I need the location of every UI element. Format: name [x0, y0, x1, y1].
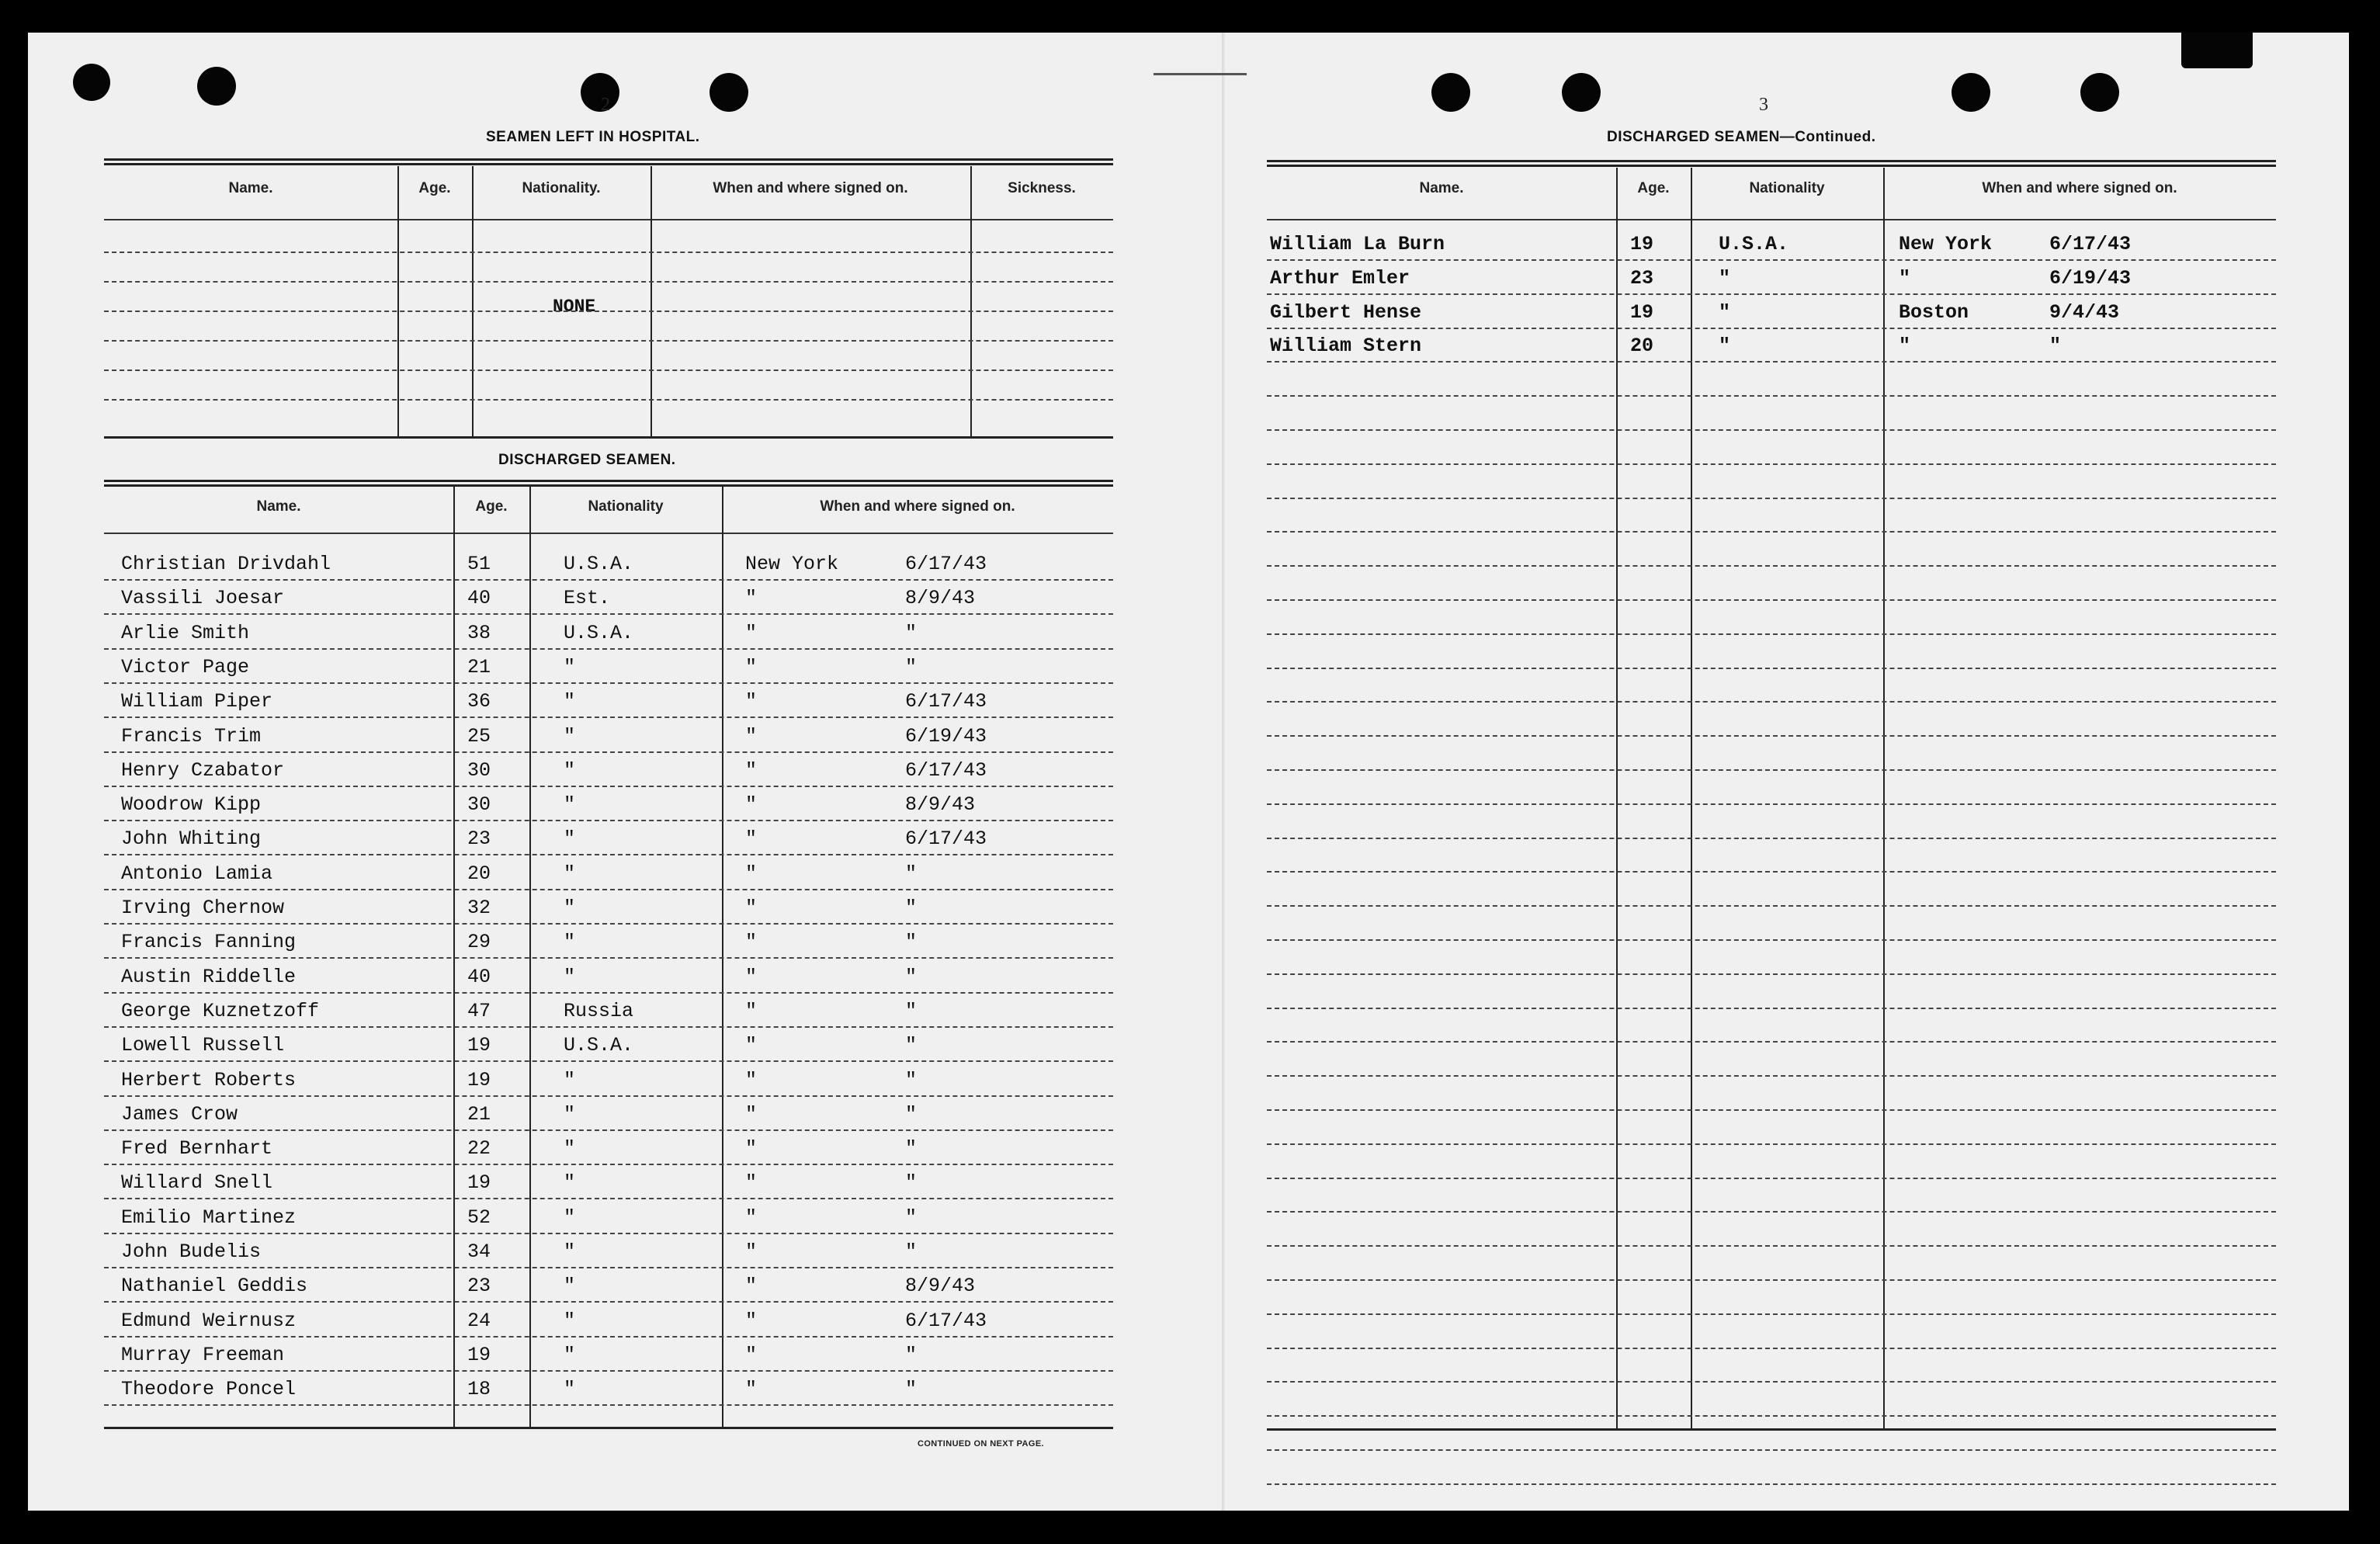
signed-on-date: " — [2049, 335, 2062, 358]
seaman-name: Willard Snell — [121, 1171, 273, 1195]
discharged-row-line — [104, 716, 1113, 718]
signed-on-place: " — [745, 758, 758, 782]
seaman-nationality: " — [1719, 300, 1731, 324]
signed-on-date: 8/9/43 — [905, 587, 976, 610]
signed-on-place: " — [1899, 335, 1911, 358]
right-row-line — [1267, 905, 2276, 907]
discharged-row-line — [104, 1129, 1113, 1131]
hospital-row-line — [104, 340, 1113, 342]
seaman-age: 40 — [467, 587, 491, 610]
discharged-row-line — [104, 751, 1113, 753]
right-row-line — [1267, 1075, 2276, 1077]
discharged-row-line — [104, 579, 1113, 581]
discharged-table-top-rule — [104, 480, 1113, 487]
seaman-age: 32 — [467, 897, 491, 919]
seaman-age: 52 — [467, 1206, 491, 1229]
discharged-column-divider — [453, 486, 455, 1427]
signed-on-date: " — [905, 655, 918, 678]
signed-on-date: 9/4/43 — [2049, 300, 2120, 324]
right-row-line — [1267, 838, 2276, 839]
right-row-line — [1267, 498, 2276, 499]
signed-on-date: " — [905, 931, 918, 954]
seaman-name: Arthur Emler — [1270, 266, 1410, 290]
right-row-line — [1267, 701, 2276, 703]
right-row-line — [1267, 1348, 2276, 1349]
signed-on-date: " — [905, 621, 918, 644]
discharged-header-rule — [104, 533, 1113, 534]
signed-on-place: " — [745, 862, 758, 885]
seaman-name: Henry Czabator — [121, 758, 285, 782]
discharged-row-line — [104, 923, 1113, 925]
hospital-column-header: Nationality. — [522, 180, 601, 196]
right-row-line — [1267, 1279, 2276, 1281]
right-row-line — [1267, 328, 2276, 329]
seaman-age: 19 — [467, 1034, 491, 1057]
seaman-age: 38 — [467, 621, 491, 644]
right-row-line — [1267, 1245, 2276, 1247]
binder-hole — [709, 73, 748, 112]
discharged-row-line — [104, 1233, 1113, 1234]
signed-on-place: " — [745, 828, 758, 851]
right-row-line — [1267, 1008, 2276, 1009]
signed-on-place: " — [745, 724, 758, 748]
seaman-age: 19 — [1630, 233, 1654, 255]
seaman-age: 18 — [467, 1378, 491, 1401]
right-row-line — [1267, 1449, 2276, 1451]
seaman-name: Nathaniel Geddis — [121, 1275, 308, 1298]
seaman-name: Christian Drivdahl — [121, 553, 331, 575]
discharged-row-line — [104, 1095, 1113, 1097]
seaman-name: William La Burn — [1270, 233, 1445, 255]
discharged-row-line — [104, 1198, 1113, 1199]
signed-on-date: " — [905, 1206, 918, 1229]
right-row-line — [1267, 803, 2276, 805]
seaman-nationality: " — [564, 1206, 576, 1229]
seaman-nationality: " — [564, 1378, 576, 1401]
discharged-column-header: Age. — [475, 498, 508, 515]
seaman-name: William Stern — [1270, 335, 1422, 358]
seaman-nationality: " — [564, 931, 576, 954]
seaman-nationality: " — [564, 655, 576, 678]
right-row-line — [1267, 1143, 2276, 1145]
discharged-row-line — [104, 1026, 1113, 1028]
binder-hole — [1562, 73, 1601, 112]
right-column-divider — [1883, 168, 1885, 1428]
hospital-header-rule — [104, 219, 1113, 220]
discharged-column-header: Nationality — [588, 498, 664, 515]
seaman-nationality: " — [564, 1309, 576, 1332]
hospital-none-entry: NONE — [553, 297, 596, 317]
signed-on-place: " — [745, 1068, 758, 1091]
signed-on-date: " — [905, 999, 918, 1022]
signed-on-place: " — [745, 1171, 758, 1195]
seaman-age: 24 — [467, 1309, 491, 1332]
right-column-divider — [1691, 168, 1692, 1428]
seaman-name: William Piper — [121, 690, 273, 713]
right-row-line — [1267, 735, 2276, 737]
right-row-line — [1267, 1211, 2276, 1213]
seaman-age: 25 — [467, 724, 491, 748]
signed-on-date: 6/19/43 — [905, 724, 987, 748]
signed-on-date: " — [905, 1102, 918, 1126]
signed-on-date: 6/19/43 — [2049, 266, 2132, 290]
signed-on-date: 6/17/43 — [905, 1309, 987, 1332]
signed-on-date: 8/9/43 — [905, 793, 976, 817]
right-row-line — [1267, 565, 2276, 567]
ink-smudge — [1154, 73, 1247, 75]
seaman-name: Lowell Russell — [121, 1034, 285, 1057]
right-row-line — [1267, 1313, 2276, 1315]
signed-on-place: " — [745, 999, 758, 1022]
signed-on-date: 6/17/43 — [905, 828, 987, 851]
discharged-row-line — [104, 992, 1113, 994]
signed-on-place: " — [1899, 266, 1911, 290]
seaman-nationality: " — [564, 965, 576, 988]
discharged-column-header: When and where signed on. — [820, 498, 1015, 515]
binder-hole — [2080, 73, 2119, 112]
signed-on-date: 6/17/43 — [905, 553, 987, 575]
hospital-row-line — [104, 311, 1113, 312]
signed-on-place: " — [745, 1034, 758, 1057]
seaman-nationality: " — [564, 793, 576, 817]
signed-on-date: " — [905, 862, 918, 885]
right-header-rule — [1267, 219, 2276, 220]
seaman-nationality: " — [1719, 266, 1731, 290]
seaman-age: 29 — [467, 931, 491, 954]
seaman-nationality: " — [564, 1343, 576, 1366]
seaman-name: Francis Trim — [121, 724, 262, 748]
seaman-age: 40 — [467, 965, 491, 988]
seaman-nationality: U.S.A. — [1719, 233, 1789, 255]
right-row-line — [1267, 939, 2276, 941]
seaman-age: 36 — [467, 690, 491, 713]
right-column-header: Nationality — [1749, 180, 1825, 196]
page-fold — [1222, 33, 1225, 1511]
hospital-column-divider — [472, 166, 474, 436]
right-table-bottom-rule — [1267, 1428, 2276, 1431]
seaman-name: John Whiting — [121, 828, 262, 851]
seaman-name: Antonio Lamia — [121, 862, 273, 885]
seaman-name: Arlie Smith — [121, 621, 250, 644]
seaman-name: James Crow — [121, 1102, 238, 1126]
seaman-nationality: " — [564, 897, 576, 919]
seaman-age: 34 — [467, 1240, 491, 1263]
right-row-line — [1267, 1109, 2276, 1111]
signed-on-place: " — [745, 965, 758, 988]
signed-on-date: 6/17/43 — [2049, 233, 2132, 255]
discharged-row-line — [104, 1060, 1113, 1062]
seaman-name: Austin Riddelle — [121, 965, 297, 988]
seaman-name: Francis Fanning — [121, 931, 297, 954]
seaman-nationality: Russia — [564, 999, 634, 1022]
right-row-line — [1267, 1381, 2276, 1383]
discharged-column-header: Name. — [256, 498, 301, 515]
seaman-name: Victor Page — [121, 655, 250, 678]
seaman-name: Irving Chernow — [121, 897, 285, 919]
seaman-nationality: U.S.A. — [564, 553, 634, 575]
discharged-row-line — [104, 957, 1113, 959]
right-row-line — [1267, 1041, 2276, 1043]
hospital-table-top-rule — [104, 158, 1113, 165]
discharged-row-line — [104, 1370, 1113, 1372]
seaman-name: John Budelis — [121, 1240, 262, 1263]
discharged-row-line — [104, 1267, 1113, 1268]
right-row-line — [1267, 259, 2276, 261]
seaman-age: 23 — [467, 1275, 491, 1298]
seaman-age: 51 — [467, 553, 491, 575]
right-column-header: Name. — [1419, 180, 1464, 196]
seaman-age: 20 — [467, 862, 491, 885]
signed-on-place: New York — [1899, 233, 1993, 255]
seaman-name: Vassili Joesar — [121, 587, 285, 610]
discharged-column-divider — [529, 486, 531, 1427]
discharged-row-line — [104, 1164, 1113, 1165]
discharged-row-line — [104, 682, 1113, 684]
discharged-row-line — [104, 648, 1113, 650]
discharged-section-title: DISCHARGED SEAMEN. — [498, 452, 676, 468]
discharged-table-bottom-rule — [104, 1427, 1113, 1429]
hospital-row-line — [104, 370, 1113, 371]
discharged-row-line — [104, 1336, 1113, 1338]
signed-on-place: New York — [745, 553, 839, 575]
hospital-column-header: Name. — [228, 180, 273, 196]
discharged-column-divider — [722, 486, 723, 1427]
ink-mark — [2181, 33, 2253, 68]
right-page-number: 3 — [1759, 95, 1768, 115]
signed-on-place: " — [745, 1378, 758, 1401]
right-row-line — [1267, 395, 2276, 397]
seaman-name: Woodrow Kipp — [121, 793, 262, 817]
signed-on-date: " — [905, 1343, 918, 1366]
seaman-age: 23 — [467, 828, 491, 851]
seaman-nationality: " — [564, 724, 576, 748]
signed-on-date: " — [905, 1240, 918, 1263]
hospital-column-divider — [970, 166, 972, 436]
seaman-name: Herbert Roberts — [121, 1068, 297, 1091]
seaman-nationality: U.S.A. — [564, 621, 634, 644]
signed-on-place: " — [745, 690, 758, 713]
binder-hole — [581, 73, 619, 112]
seaman-name: George Kuznetzoff — [121, 999, 320, 1022]
signed-on-date: " — [905, 1171, 918, 1195]
signed-on-place: " — [745, 931, 758, 954]
binder-hole — [197, 67, 236, 106]
seaman-age: 19 — [1630, 300, 1654, 324]
continued-section-title: DISCHARGED SEAMEN—Continued. — [1607, 129, 1876, 145]
right-row-line — [1267, 668, 2276, 669]
signed-on-place: " — [745, 897, 758, 919]
left-page-number: 2 — [601, 95, 610, 115]
discharged-row-line — [104, 854, 1113, 855]
right-column-divider — [1616, 168, 1618, 1428]
discharged-row-line — [104, 1301, 1113, 1303]
right-row-line — [1267, 1415, 2276, 1417]
right-column-header: Age. — [1637, 180, 1670, 196]
seaman-age: 30 — [467, 758, 491, 782]
hospital-column-header: When and where signed on. — [713, 180, 908, 196]
right-row-line — [1267, 1178, 2276, 1179]
hospital-row-line — [104, 281, 1113, 283]
signed-on-place: " — [745, 1206, 758, 1229]
right-row-line — [1267, 769, 2276, 771]
binder-hole — [1952, 73, 1990, 112]
seaman-age: 30 — [467, 793, 491, 817]
signed-on-place: " — [745, 1275, 758, 1298]
signed-on-date: 6/17/43 — [905, 758, 987, 782]
signed-on-date: " — [905, 1137, 918, 1161]
seaman-nationality: " — [564, 1240, 576, 1263]
seaman-name: Theodore Poncel — [121, 1378, 297, 1401]
signed-on-date: " — [905, 1034, 918, 1057]
hospital-column-divider — [651, 166, 652, 436]
signed-on-place: " — [745, 1309, 758, 1332]
right-row-line — [1267, 429, 2276, 431]
right-row-line — [1267, 293, 2276, 295]
signed-on-place: " — [745, 793, 758, 817]
seaman-age: 23 — [1630, 266, 1654, 290]
seaman-age: 19 — [467, 1171, 491, 1195]
signed-on-place: Boston — [1899, 300, 1969, 324]
discharged-row-line — [104, 820, 1113, 821]
seaman-nationality: " — [564, 1137, 576, 1161]
hospital-column-header: Sickness. — [1008, 180, 1076, 196]
hospital-row-line — [104, 252, 1113, 253]
seaman-name: Murray Freeman — [121, 1343, 285, 1366]
seaman-age: 47 — [467, 999, 491, 1022]
right-row-line — [1267, 463, 2276, 465]
right-row-line — [1267, 531, 2276, 533]
signed-on-place: " — [745, 621, 758, 644]
hospital-row-line — [104, 399, 1113, 401]
seaman-nationality: " — [564, 690, 576, 713]
signed-on-date: 8/9/43 — [905, 1275, 976, 1298]
seaman-age: 21 — [467, 1102, 491, 1126]
binder-hole — [1431, 73, 1470, 112]
signed-on-date: " — [905, 965, 918, 988]
right-row-line — [1267, 599, 2276, 601]
hospital-section-title: SEAMEN LEFT IN HOSPITAL. — [486, 129, 700, 145]
seaman-age: 20 — [1630, 335, 1654, 358]
seaman-age: 21 — [467, 655, 491, 678]
signed-on-date: " — [905, 1378, 918, 1401]
seaman-age: 19 — [467, 1068, 491, 1091]
signed-on-place: " — [745, 1343, 758, 1366]
document-sheet — [28, 33, 2349, 1511]
seaman-nationality: " — [564, 1275, 576, 1298]
seaman-nationality: " — [564, 1068, 576, 1091]
signed-on-date: 6/17/43 — [905, 690, 987, 713]
seaman-name: Emilio Martinez — [121, 1206, 297, 1229]
right-table-top-rule — [1267, 160, 2276, 167]
signed-on-date: " — [905, 1068, 918, 1091]
signed-on-place: " — [745, 587, 758, 610]
signed-on-place: " — [745, 655, 758, 678]
continued-note: CONTINUED ON NEXT PAGE. — [918, 1439, 1045, 1449]
right-row-line — [1267, 633, 2276, 635]
right-column-header: When and where signed on. — [1982, 180, 2177, 196]
seaman-nationality: " — [564, 758, 576, 782]
signed-on-place: " — [745, 1102, 758, 1126]
seaman-nationality: " — [1719, 335, 1731, 358]
hospital-column-header: Age. — [418, 180, 451, 196]
discharged-row-line — [104, 889, 1113, 890]
right-row-line — [1267, 361, 2276, 363]
discharged-row-line — [104, 786, 1113, 787]
seaman-name: Edmund Weirnusz — [121, 1309, 297, 1332]
seaman-age: 22 — [467, 1137, 491, 1161]
discharged-row-line — [104, 1404, 1113, 1406]
seaman-nationality: U.S.A. — [564, 1034, 634, 1057]
binder-hole — [73, 64, 110, 101]
right-row-line — [1267, 1483, 2276, 1485]
seaman-nationality: " — [564, 862, 576, 885]
seaman-age: 19 — [467, 1343, 491, 1366]
seaman-nationality: " — [564, 1171, 576, 1195]
seaman-nationality: Est. — [564, 587, 611, 610]
right-row-line — [1267, 973, 2276, 975]
signed-on-date: " — [905, 897, 918, 919]
hospital-column-divider — [397, 166, 399, 436]
signed-on-place: " — [745, 1137, 758, 1161]
right-row-line — [1267, 871, 2276, 873]
discharged-row-line — [104, 613, 1113, 615]
seaman-nationality: " — [564, 828, 576, 851]
seaman-name: Gilbert Hense — [1270, 300, 1422, 324]
seaman-name: Fred Bernhart — [121, 1137, 273, 1161]
seaman-nationality: " — [564, 1102, 576, 1126]
signed-on-place: " — [745, 1240, 758, 1263]
hospital-table-bottom-rule — [104, 436, 1113, 439]
